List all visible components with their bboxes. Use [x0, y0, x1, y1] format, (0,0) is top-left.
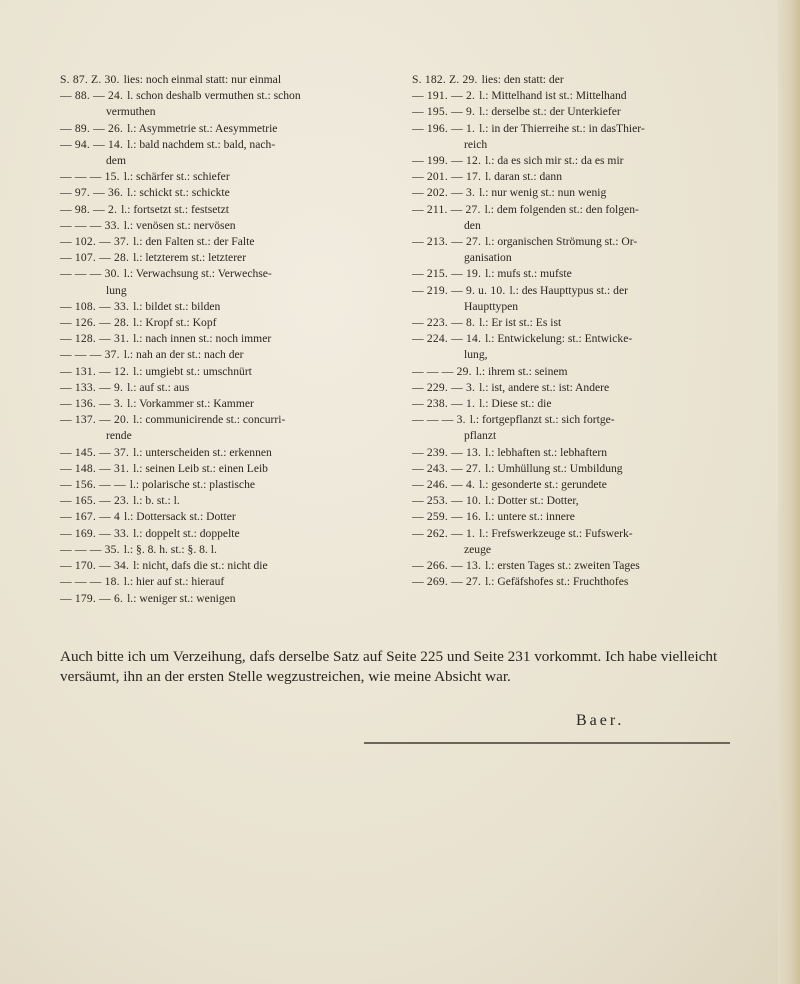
entry-reference: — — — 35. — [60, 542, 120, 556]
errata-entry — [60, 526, 408, 542]
entry-continuation: reich — [464, 137, 488, 151]
entry-correction: l.: bald nachdem st.: bald, nach- — [127, 137, 276, 151]
entry-correction: l.: derselbe st.: der Unterkiefer — [479, 105, 621, 119]
entry-reference: — 108. — 33. — [60, 299, 130, 313]
entry-correction: l.: polarische st.: plastische — [129, 478, 256, 492]
errata-entry — [60, 591, 408, 607]
entry-reference: — 126. — 28. — [60, 316, 130, 330]
entry-correction: l.: Asymmetrie st.: Aesymmetrie — [127, 121, 278, 135]
entry-continuation: zeuge — [464, 542, 492, 556]
entry-correction: l.: lebhaften st.: lebhaftern — [485, 445, 608, 459]
entry-correction: l.: Frefswerkzeuge st.: Fufswerk- — [479, 526, 633, 540]
entry-reference: — 97. — 36. — [60, 186, 124, 200]
errata-entry — [60, 234, 408, 250]
entry-reference: — 269. — 27. — [412, 575, 482, 589]
entry-reference: — 196. — 1. — [412, 121, 476, 135]
errata-entry — [60, 72, 408, 88]
entry-continuation: den — [464, 218, 481, 232]
entry-reference: — 133. — 9. — [60, 380, 124, 394]
entry-reference: — 213. — 27. — [412, 235, 482, 249]
entry-reference: — — — 29. — [412, 364, 472, 378]
errata-entry — [412, 509, 780, 525]
page-edge — [778, 0, 800, 984]
errata-entry — [60, 218, 408, 234]
entry-reference: — 253. — 10. — [412, 494, 482, 508]
entry-correction: l.: auf st.: aus — [127, 380, 190, 394]
entry-correction: l.: nach innen st.: noch immer — [133, 332, 272, 346]
entry-correction: l.: dem folgenden st.: den folgen- — [484, 202, 639, 216]
entry-reference: — 128. — 31. — [60, 332, 130, 346]
errata-entry — [412, 72, 780, 88]
entry-reference: — 215. — 19. — [412, 267, 482, 281]
entry-correction: l.: unterscheiden st.: erkennen — [133, 445, 272, 459]
entry-reference: — 195. — 9. — [412, 105, 476, 119]
entry-continuation: Haupttypen — [464, 299, 519, 313]
entry-reference: — 224. — 14. — [412, 332, 482, 346]
entry-reference: — 223. — 8. — [412, 316, 476, 330]
errata-entry — [60, 266, 408, 282]
errata-entry — [60, 396, 408, 412]
errata-right-column — [412, 72, 780, 591]
entry-correction: l.: §. 8. h. st.: §. 8. l. — [123, 542, 217, 556]
errata-entry — [60, 574, 408, 590]
entry-correction: l.: Umhüllung st.: Umbildung — [485, 461, 623, 475]
entry-correction: l.: Entwickelung: st.: Entwicke- — [485, 332, 633, 346]
entry-reference: — 179. — 6. — [60, 591, 124, 605]
errata-entry — [412, 104, 780, 120]
entry-correction: l.: Dottersack st.: Dotter — [123, 510, 236, 524]
entry-reference: — 239. — 13. — [412, 445, 482, 459]
errata-entry — [412, 266, 780, 282]
entry-reference: — 169. — 33. — [60, 526, 130, 540]
errata-entry — [412, 315, 780, 331]
entry-reference: — 148. — 31. — [60, 461, 130, 475]
entry-reference: — — — 3. — [412, 413, 466, 427]
entry-reference: — 191. — 2. — [412, 89, 476, 103]
entry-reference: — 167. — 4 — [60, 510, 120, 524]
errata-entry — [60, 542, 408, 558]
entry-reference: — 137. — 20. — [60, 413, 130, 427]
entry-correction: l.: mufs st.: mufste — [485, 267, 572, 281]
errata-entry — [412, 364, 780, 380]
entry-correction: l.: nur wenig st.: nun wenig — [479, 186, 607, 200]
errata-entry — [60, 364, 408, 380]
entry-correction: l.: Gefäfshofes st.: Fruchthofes — [485, 575, 629, 589]
entry-correction: l.: ersten Tages st.: zweiten Tages — [485, 559, 640, 573]
entry-correction: l.: bildet st.: bilden — [133, 299, 221, 313]
errata-entry — [412, 461, 780, 477]
entry-continuation: dem — [106, 154, 126, 168]
entry-reference: — 107. — 28. — [60, 251, 130, 265]
entry-correction: l. schon deshalb vermuthen st.: schon — [127, 89, 301, 103]
errata-entry — [60, 412, 408, 428]
errata-entry — [60, 331, 408, 347]
errata-entry — [60, 493, 408, 509]
entry-correction: l.: fortgepflanzt st.: sich fortge- — [469, 413, 615, 427]
entry-reference: S. 182. Z. 29. — [412, 73, 478, 86]
errata-entry — [412, 88, 780, 104]
errata-entry — [412, 202, 780, 218]
errata-entry — [412, 396, 780, 412]
entry-correction: l.: Verwachsung st.: Verwechse- — [123, 267, 272, 281]
entry-correction: l.: weniger st.: wenigen — [127, 591, 236, 605]
errata-entry — [60, 380, 408, 396]
entry-reference: — 211. — 27. — [412, 202, 481, 216]
errata-entry — [412, 574, 780, 590]
errata-entry — [60, 347, 408, 363]
entry-correction: l.: umgiebt st.: umschnürt — [133, 364, 252, 378]
entry-continuation: ganisation — [464, 251, 512, 265]
divider-rule — [364, 742, 730, 744]
entry-correction: lies: den statt: der — [481, 73, 564, 86]
entry-correction: l.: den Falten st.: der Falte — [133, 235, 255, 249]
entry-reference: — 89. — 26. — [60, 121, 124, 135]
errata-entry — [412, 331, 780, 347]
entry-correction: l.: Mittelhand ist st.: Mittelhand — [479, 89, 627, 103]
entry-reference: — 156. — — — [60, 478, 126, 492]
entry-correction: l.: hier auf st.: hierauf — [123, 575, 225, 589]
entry-correction: l.: untere st.: innere — [485, 510, 575, 524]
entry-reference: — 136. — 3. — [60, 397, 124, 411]
entry-correction: l.: schickt st.: schickte — [127, 186, 230, 200]
signature: Baer. — [576, 712, 625, 729]
errata-entry — [412, 283, 780, 299]
entry-reference: — — — 15. — [60, 170, 120, 184]
entry-correction: l.: Kropf st.: Kopf — [133, 316, 217, 330]
entry-reference: — — — 37. — [60, 348, 120, 362]
entry-correction: l.: Vorkammer st.: Kammer — [127, 397, 254, 411]
entry-reference: — 170. — 34. — [60, 559, 130, 573]
entry-reference: — 243. — 27. — [412, 461, 482, 475]
entry-reference: — — — 30. — [60, 267, 120, 281]
entry-correction: l: nicht, dafs die st.: nicht die — [133, 559, 268, 573]
errata-entry — [60, 250, 408, 266]
entry-reference: — 238. — 1. — [412, 397, 476, 411]
errata-entry — [60, 169, 408, 185]
entry-correction: l. daran st.: dann — [485, 170, 563, 184]
errata-entry — [412, 185, 780, 201]
entry-reference: — 262. — 1. — [412, 526, 476, 540]
entry-correction: l.: ihrem st.: seinem — [475, 364, 568, 378]
errata-entry — [60, 299, 408, 315]
entry-correction: l.: communicirende st.: concurri- — [133, 413, 286, 427]
errata-entry — [60, 445, 408, 461]
errata-entry — [60, 137, 408, 153]
errata-entry — [60, 461, 408, 477]
entry-continuation: lung — [106, 283, 127, 297]
errata-entry — [412, 445, 780, 461]
entry-reference: — 219. — 9. u. 10. — [412, 283, 506, 297]
entry-reference: — 94. — 14. — [60, 137, 124, 151]
errata-entry — [60, 202, 408, 218]
entry-correction: l.: doppelt st.: doppelte — [133, 526, 240, 540]
entry-reference: — 102. — 37. — [60, 235, 130, 249]
entry-reference: — 98. — 2. — [60, 202, 118, 216]
entry-correction: l.: schärfer st.: schiefer — [123, 170, 230, 184]
entry-correction: l.: seinen Leib st.: einen Leib — [133, 461, 268, 475]
errata-entry — [412, 153, 780, 169]
entry-continuation: lung, — [464, 348, 488, 362]
entry-reference: — — — 33. — [60, 218, 120, 232]
entry-correction: l.: Diese st.: die — [479, 397, 552, 411]
entry-reference: S. 87. Z. 30. — [60, 73, 120, 86]
errata-entry — [412, 493, 780, 509]
entry-correction: l.: organischen Strömung st.: Or- — [485, 235, 638, 249]
entry-reference: — 246. — 4. — [412, 478, 476, 492]
errata-entry — [60, 509, 408, 525]
entry-reference: — 131. — 12. — [60, 364, 130, 378]
errata-entry — [412, 477, 780, 493]
entry-correction: l.: des Haupttypus st.: der — [509, 283, 628, 297]
entry-continuation: rende — [106, 429, 132, 443]
errata-left-column — [60, 72, 408, 607]
entry-continuation: vermuthen — [106, 105, 156, 119]
entry-correction: l.: in der Thierreihe st.: in dasThier- — [479, 121, 645, 135]
entry-correction: lies: noch einmal statt: nur einmal — [123, 73, 282, 86]
entry-reference: — 202. — 3. — [412, 186, 476, 200]
entry-correction: l.: gesonderte st.: gerundete — [479, 478, 607, 492]
entry-reference: — 266. — 13. — [412, 559, 482, 573]
errata-entry — [60, 558, 408, 574]
errata-entry — [412, 380, 780, 396]
errata-entry — [60, 121, 408, 137]
entry-reference: — 201. — 17. — [412, 170, 482, 184]
entry-reference: — 88. — 24. — [60, 89, 124, 103]
entry-reference: — 229. — 3. — [412, 380, 476, 394]
entry-correction: l.: da es sich mir st.: da es mir — [485, 154, 624, 168]
entry-correction: l.: Er ist st.: Es ist — [479, 316, 562, 330]
entry-correction: l.: letzterem st.: letzterer — [133, 251, 247, 265]
closing-note: Auch bitte ich um Verzeihung, dafs derselbe Satz auf Seite 225 und Seite 231 vorkommt. Ich habe vielleicht versäumt, ihn an der ersten Stelle wegzustreichen, wie meine Absicht war. — [60, 648, 718, 685]
entry-continuation: pflanzt — [464, 429, 497, 443]
errata-entry — [412, 412, 780, 428]
errata-entry — [60, 88, 408, 104]
entry-correction: l.: fortsetzt st.: festsetzt — [121, 202, 229, 216]
errata-entry — [412, 558, 780, 574]
errata-entry — [60, 185, 408, 201]
entry-reference: — 165. — 23. — [60, 494, 130, 508]
errata-entry — [412, 169, 780, 185]
errata-entry — [412, 526, 780, 542]
entry-correction: l.: nah an der st.: nach der — [123, 348, 244, 362]
errata-entry — [60, 477, 408, 493]
entry-correction: l.: Dotter st.: Dotter, — [485, 494, 579, 508]
entry-reference: — — — 18. — [60, 575, 120, 589]
entry-correction: l.: venösen st.: nervösen — [123, 218, 236, 232]
entry-reference: — 199. — 12. — [412, 154, 482, 168]
errata-entry — [412, 234, 780, 250]
entry-reference: — 145. — 37. — [60, 445, 130, 459]
entry-correction: l.: ist, andere st.: ist: Andere — [479, 380, 610, 394]
entry-correction: l.: b. st.: l. — [133, 494, 180, 508]
errata-entry — [60, 315, 408, 331]
errata-entry — [412, 121, 780, 137]
entry-reference: — 259. — 16. — [412, 510, 482, 524]
